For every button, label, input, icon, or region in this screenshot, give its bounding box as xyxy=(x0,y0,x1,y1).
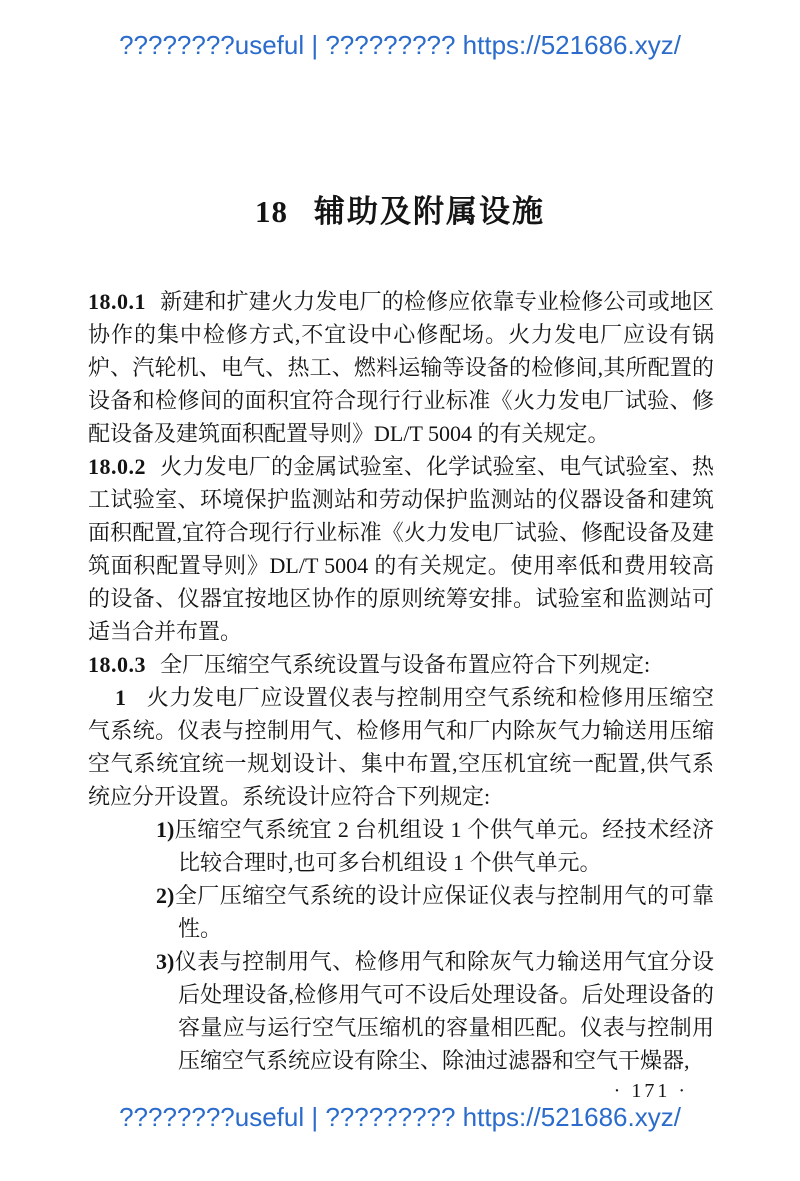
chapter-number: 18 xyxy=(255,194,288,229)
list-item-text: 仪表与控制用气、检修用气和除灰气力输送用气宜分设后处理设备,检修用气可不设后处理设备。后处理设备的容量应与运行空气压缩机的容量相匹配。仪表与控制用压缩空气系统应设有除尘、除油过滤器和空气干燥器, xyxy=(174,949,714,1073)
clause-18-0-1 xyxy=(88,285,714,450)
document-body xyxy=(88,285,714,1077)
chapter-title-text: 辅助及附属设施 xyxy=(314,194,545,229)
clause-text: 火力发电厂的金属试验室、化学试验室、电气试验室、热工试验室、环境保护监测站和劳动保护监测站的仪器设备和建筑面积配置,宜符合现行行业标准《火力发电厂试验、修配设备及建筑面积配置导则》DL/T 5004 的有关规定。使用率低和费用较高的设备、仪器宜按地区协作的原则统筹安排。试验室和监测站可适当合并布置。 xyxy=(88,454,714,644)
list-item-3 xyxy=(88,945,714,1077)
clause-18-0-2 xyxy=(88,450,714,648)
list-item-text: 全厂压缩空气系统的设计应保证仪表与控制用气的可靠性。 xyxy=(174,883,714,941)
watermark-link-top[interactable]: ????????useful | ????????? https://521686.xyz/ xyxy=(119,30,681,60)
clause-number: 18.0.1 xyxy=(88,289,146,314)
list-item-text: 压缩空气系统宜 2 台机组设 1 个供气单元。经技术经济比较合理时,也可多台机组设 1 个供气单元。 xyxy=(174,817,714,875)
list-item-1 xyxy=(88,813,714,879)
list-item-2 xyxy=(88,879,714,945)
list-item-number: 1) xyxy=(156,817,175,842)
list-item-number: 3) xyxy=(156,949,175,974)
subclause-text: 火力发电厂应设置仪表与控制用空气系统和检修用压缩空气系统。仪表与控制用气、检修用气和厂内除灰气力输送用压缩空气系统宜统一规划设计、集中布置,空压机宜统一配置,供气系统应分开设置。系统设计应符合下列规定: xyxy=(88,685,714,809)
clause-text: 新建和扩建火力发电厂的检修应依靠专业检修公司或地区协作的集中检修方式,不宜设中心修配场。火力发电厂应设有锅炉、汽轮机、电气、热工、燃料运输等设备的检修间,其所配置的设备和检修间的面积宜符合现行行业标准《火力发电厂试验、修配设备及建筑面积配置导则》DL/T 5004 的有关规定。 xyxy=(88,289,714,446)
clause-text: 全厂压缩空气系统设置与设备布置应符合下列规定: xyxy=(160,652,651,677)
clause-number: 18.0.2 xyxy=(88,454,146,479)
watermark-link-bottom[interactable]: ????????useful | ????????? https://521686.xyz/ xyxy=(119,1102,681,1132)
list-item-number: 2) xyxy=(156,883,175,908)
page-number: · 171 · xyxy=(613,1080,688,1102)
clause-number: 18.0.3 xyxy=(88,652,146,677)
subclause-1 xyxy=(88,681,714,813)
subclause-number: 1 xyxy=(115,685,126,710)
chapter-title xyxy=(0,186,800,231)
clause-18-0-3 xyxy=(88,648,714,681)
